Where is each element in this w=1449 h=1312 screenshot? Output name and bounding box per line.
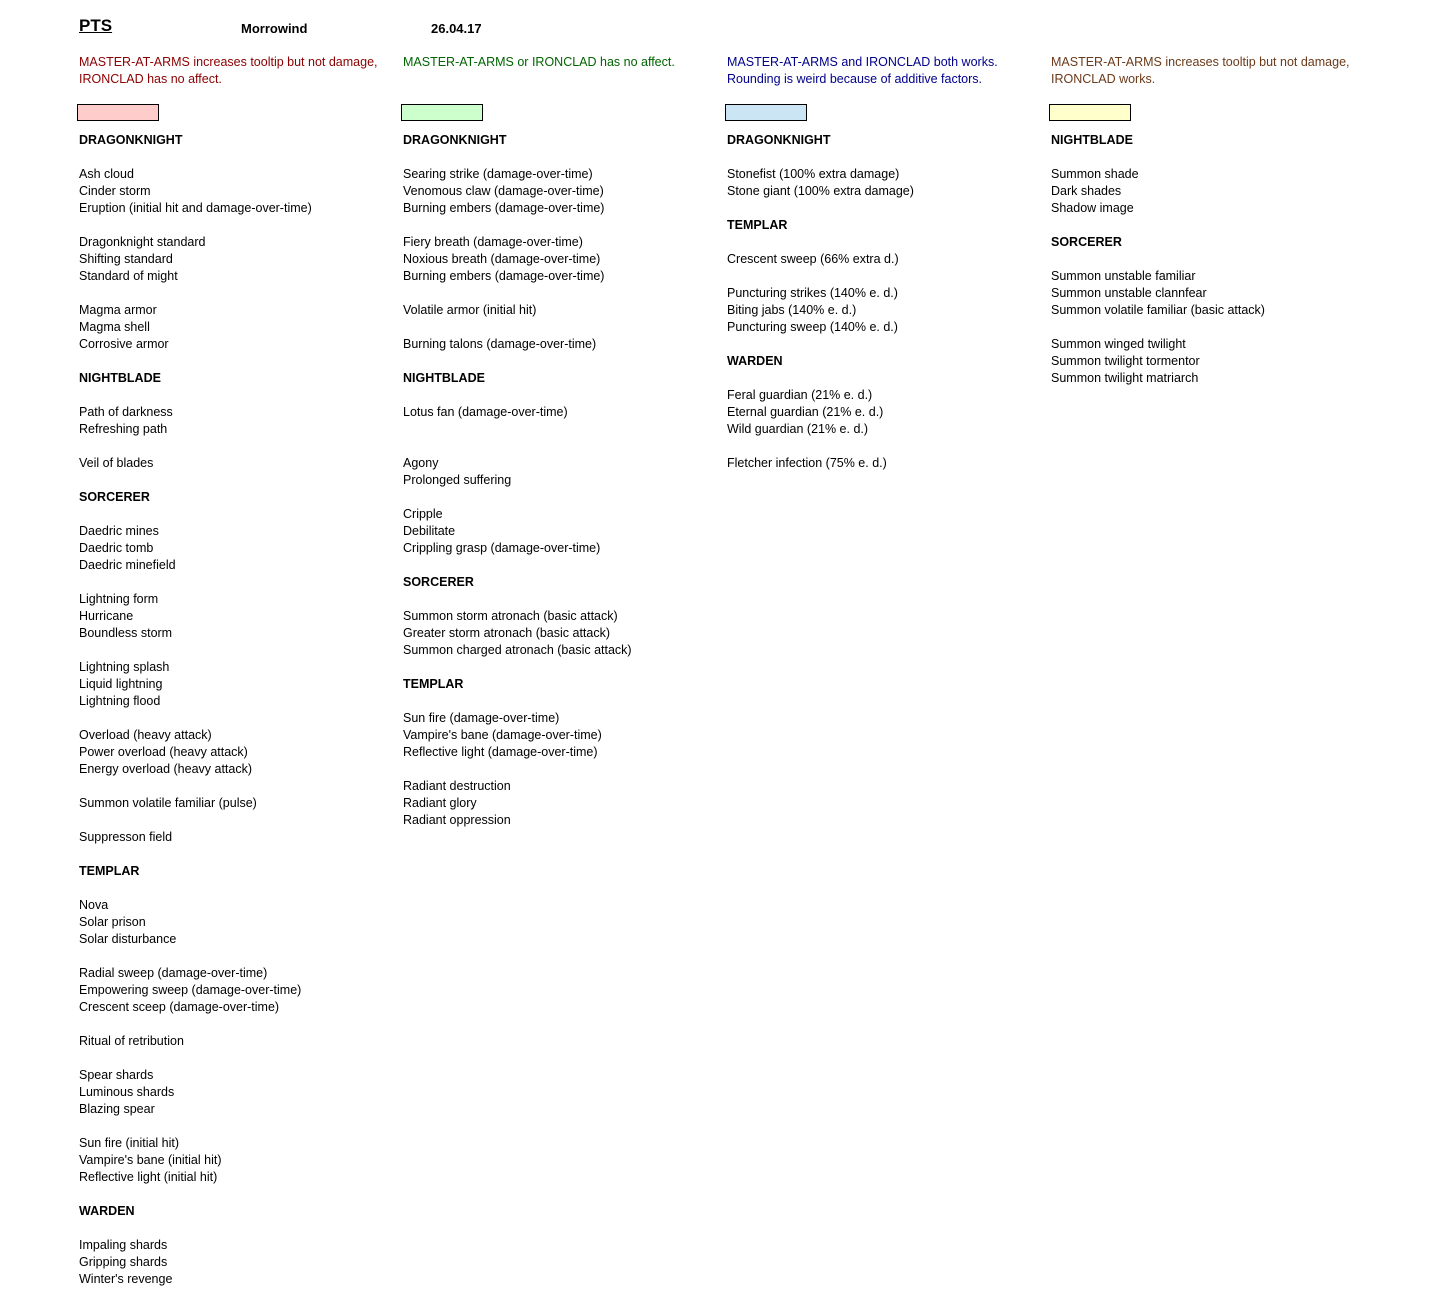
- ability-item: Summon charged atronach (basic attack): [403, 643, 632, 657]
- blank-line: [79, 778, 399, 795]
- class-heading: WARDEN: [79, 1204, 135, 1218]
- ability-item: Stonefist (100% extra damage): [727, 167, 900, 181]
- ability-item: Sun fire (damage-over-time): [403, 711, 560, 725]
- column-note: [403, 54, 723, 88]
- ability-item: Vampire's bane (damage-over-time): [403, 728, 602, 742]
- blank-line: [403, 319, 723, 336]
- ability-item: Reflective light (initial hit): [79, 1170, 218, 1184]
- ability-item: Ash cloud: [79, 167, 134, 181]
- blank-line: [403, 438, 723, 455]
- class-heading: DRAGONKNIGHT: [403, 133, 507, 147]
- ability-item: Suppresson field: [79, 830, 173, 844]
- blank-line: [79, 574, 399, 591]
- blank-line: [403, 489, 723, 506]
- blank-line: [79, 506, 399, 523]
- ability-item: Radiant glory: [403, 796, 477, 810]
- ability-list: [1051, 132, 1371, 387]
- blank-line: [79, 387, 399, 404]
- blank-line: [1051, 217, 1371, 234]
- blank-line: [79, 1118, 399, 1135]
- column-note: [1051, 54, 1371, 88]
- legend-swatch: [725, 104, 807, 121]
- ability-item: Radiant oppression: [403, 813, 511, 827]
- ability-item: Energy overload (heavy attack): [79, 762, 253, 776]
- ability-list: [79, 132, 399, 1288]
- note-line: MASTER-AT-ARMS and IRONCLAD both works.: [727, 55, 998, 69]
- ability-item: Agony: [403, 456, 439, 470]
- ability-item: Ritual of retribution: [79, 1034, 184, 1048]
- ability-item: Summon volatile familiar (basic attack): [1051, 303, 1265, 317]
- ability-item: Biting jabs (140% e. d.): [727, 303, 857, 317]
- ability-item: Lightning form: [79, 592, 159, 606]
- blank-line: [403, 591, 723, 608]
- blank-line: [727, 234, 1047, 251]
- patch-name: Morrowind: [241, 21, 308, 36]
- ability-item: Burning talons (damage-over-time): [403, 337, 597, 351]
- blank-line: [403, 387, 723, 404]
- column-2: [403, 54, 723, 829]
- class-heading: TEMPLAR: [79, 864, 140, 878]
- ability-item: Veil of blades: [79, 456, 154, 470]
- ability-item: Fletcher infection (75% e. d.): [727, 456, 887, 470]
- ability-item: Burning embers (damage-over-time): [403, 201, 605, 215]
- ability-item: Empowering sweep (damage-over-time): [79, 983, 302, 997]
- ability-item: Daedric tomb: [79, 541, 154, 555]
- ability-item: Summon storm atronach (basic attack): [403, 609, 618, 623]
- ability-item: Boundless storm: [79, 626, 173, 640]
- ability-item: Greater storm atronach (basic attack): [403, 626, 611, 640]
- ability-item: Overload (heavy attack): [79, 728, 212, 742]
- column-1: [79, 54, 399, 1288]
- ability-item: Feral guardian (21% e. d.): [727, 388, 873, 402]
- ability-item: Summon twilight tormentor: [1051, 354, 1200, 368]
- legend-swatch: [77, 104, 159, 121]
- blank-line: [727, 438, 1047, 455]
- note-line: MASTER-AT-ARMS or IRONCLAD has no affect.: [403, 55, 675, 69]
- ability-item: Refreshing path: [79, 422, 168, 436]
- ability-item: Dragonknight standard: [79, 235, 206, 249]
- ability-item: Gripping shards: [79, 1255, 168, 1269]
- class-heading: SORCERER: [79, 490, 150, 504]
- blank-line: [79, 217, 399, 234]
- blank-line: [727, 268, 1047, 285]
- blank-line: [1051, 319, 1371, 336]
- ability-item: Radiant destruction: [403, 779, 511, 793]
- note-line: IRONCLAD has no affect.: [79, 72, 222, 86]
- column-4: [1051, 54, 1371, 387]
- ability-item: Reflective light (damage-over-time): [403, 745, 598, 759]
- ability-item: Eruption (initial hit and damage-over-time): [79, 201, 312, 215]
- blank-line: [727, 149, 1047, 166]
- ability-list: [727, 132, 1047, 472]
- blank-line: [1051, 149, 1371, 166]
- ability-item: Volatile armor (initial hit): [403, 303, 537, 317]
- ability-item: Luminous shards: [79, 1085, 175, 1099]
- column-note: [79, 54, 399, 88]
- ability-item: Wild guardian (21% e. d.): [727, 422, 869, 436]
- ability-item: Summon twilight matriarch: [1051, 371, 1199, 385]
- blank-line: [727, 370, 1047, 387]
- blank-line: [79, 948, 399, 965]
- class-heading: SORCERER: [1051, 235, 1122, 249]
- ability-item: Path of darkness: [79, 405, 173, 419]
- ability-item: Liquid lightning: [79, 677, 163, 691]
- class-heading: NIGHTBLADE: [79, 371, 161, 385]
- ability-item: Crescent sceep (damage-over-time): [79, 1000, 280, 1014]
- ability-item: Eternal guardian (21% e. d.): [727, 405, 884, 419]
- legend-swatch: [1049, 104, 1131, 121]
- blank-line: [79, 812, 399, 829]
- note-line: IRONCLAD works.: [1051, 72, 1156, 86]
- ability-item: Lightning flood: [79, 694, 161, 708]
- class-heading: TEMPLAR: [727, 218, 788, 232]
- ability-item: Summon winged twilight: [1051, 337, 1186, 351]
- ability-item: Power overload (heavy attack): [79, 745, 248, 759]
- ability-item: Standard of might: [79, 269, 178, 283]
- ability-item: Spear shards: [79, 1068, 154, 1082]
- ability-item: Fiery breath (damage-over-time): [403, 235, 583, 249]
- blank-line: [79, 149, 399, 166]
- ability-item: Blazing spear: [79, 1102, 155, 1116]
- blank-line: [403, 693, 723, 710]
- ability-item: Summon volatile familiar (pulse): [79, 796, 257, 810]
- ability-item: Puncturing sweep (140% e. d.): [727, 320, 898, 334]
- blank-line: [79, 642, 399, 659]
- ability-item: Hurricane: [79, 609, 134, 623]
- class-heading: WARDEN: [727, 354, 783, 368]
- class-heading: SORCERER: [403, 575, 474, 589]
- ability-item: Magma shell: [79, 320, 150, 334]
- class-heading: DRAGONKNIGHT: [79, 133, 183, 147]
- ability-item: Cripple: [403, 507, 443, 521]
- blank-line: [1051, 251, 1371, 268]
- class-heading: NIGHTBLADE: [403, 371, 485, 385]
- class-heading: DRAGONKNIGHT: [727, 133, 831, 147]
- blank-line: [403, 285, 723, 302]
- ability-item: Searing strike (damage-over-time): [403, 167, 593, 181]
- blank-line: [727, 200, 1047, 217]
- blank-line: [79, 880, 399, 897]
- ability-item: Daedric minefield: [79, 558, 176, 572]
- column-note: [727, 54, 1047, 88]
- ability-item: Lightning splash: [79, 660, 170, 674]
- note-line: MASTER-AT-ARMS increases tooltip but not damage,: [1051, 55, 1350, 69]
- ability-item: Magma armor: [79, 303, 157, 317]
- ability-item: Vampire's bane (initial hit): [79, 1153, 222, 1167]
- ability-item: Summon unstable clannfear: [1051, 286, 1207, 300]
- ability-item: Shadow image: [1051, 201, 1134, 215]
- document-date: 26.04.17: [431, 21, 482, 36]
- blank-line: [403, 217, 723, 234]
- ability-item: Puncturing strikes (140% e. d.): [727, 286, 898, 300]
- class-heading: TEMPLAR: [403, 677, 464, 691]
- class-heading: NIGHTBLADE: [1051, 133, 1133, 147]
- blank-line: [79, 472, 399, 489]
- blank-line: [403, 761, 723, 778]
- blank-line: [403, 659, 723, 676]
- ability-item: Summon unstable familiar: [1051, 269, 1196, 283]
- ability-item: Stone giant (100% extra damage): [727, 184, 914, 198]
- ability-item: Lotus fan (damage-over-time): [403, 405, 568, 419]
- blank-line: [79, 438, 399, 455]
- ability-item: Crescent sweep (66% extra d.): [727, 252, 899, 266]
- ability-item: Winter's revenge: [79, 1272, 173, 1286]
- blank-line: [79, 1220, 399, 1237]
- ability-item: Radial sweep (damage-over-time): [79, 966, 268, 980]
- column-3: [727, 54, 1047, 472]
- ability-item: Solar disturbance: [79, 932, 177, 946]
- blank-line: [403, 557, 723, 574]
- ability-item: Prolonged suffering: [403, 473, 512, 487]
- ability-item: Impaling shards: [79, 1238, 168, 1252]
- ability-item: Crippling grasp (damage-over-time): [403, 541, 601, 555]
- ability-item: Corrosive armor: [79, 337, 169, 351]
- blank-line: [403, 353, 723, 370]
- blank-line: [79, 846, 399, 863]
- legend-swatch: [401, 104, 483, 121]
- ability-item: Solar prison: [79, 915, 146, 929]
- ability-item: Daedric mines: [79, 524, 159, 538]
- blank-line: [79, 1050, 399, 1067]
- blank-line: [403, 421, 723, 438]
- blank-line: [79, 1186, 399, 1203]
- ability-item: Nova: [79, 898, 109, 912]
- blank-line: [79, 285, 399, 302]
- blank-line: [727, 336, 1047, 353]
- blank-line: [403, 149, 723, 166]
- ability-item: Burning embers (damage-over-time): [403, 269, 605, 283]
- ability-item: Shifting standard: [79, 252, 173, 266]
- ability-item: Cinder storm: [79, 184, 151, 198]
- note-line: MASTER-AT-ARMS increases tooltip but not damage,: [79, 55, 378, 69]
- blank-line: [79, 353, 399, 370]
- ability-item: Dark shades: [1051, 184, 1122, 198]
- ability-item: Noxious breath (damage-over-time): [403, 252, 601, 266]
- ability-item: Venomous claw (damage-over-time): [403, 184, 604, 198]
- ability-item: Summon shade: [1051, 167, 1139, 181]
- ability-item: Debilitate: [403, 524, 456, 538]
- document-title: PTS: [79, 16, 113, 35]
- note-line: Rounding is weird because of additive factors.: [727, 72, 983, 86]
- blank-line: [79, 1016, 399, 1033]
- ability-item: Sun fire (initial hit): [79, 1136, 180, 1150]
- blank-line: [79, 710, 399, 727]
- ability-list: [403, 132, 723, 829]
